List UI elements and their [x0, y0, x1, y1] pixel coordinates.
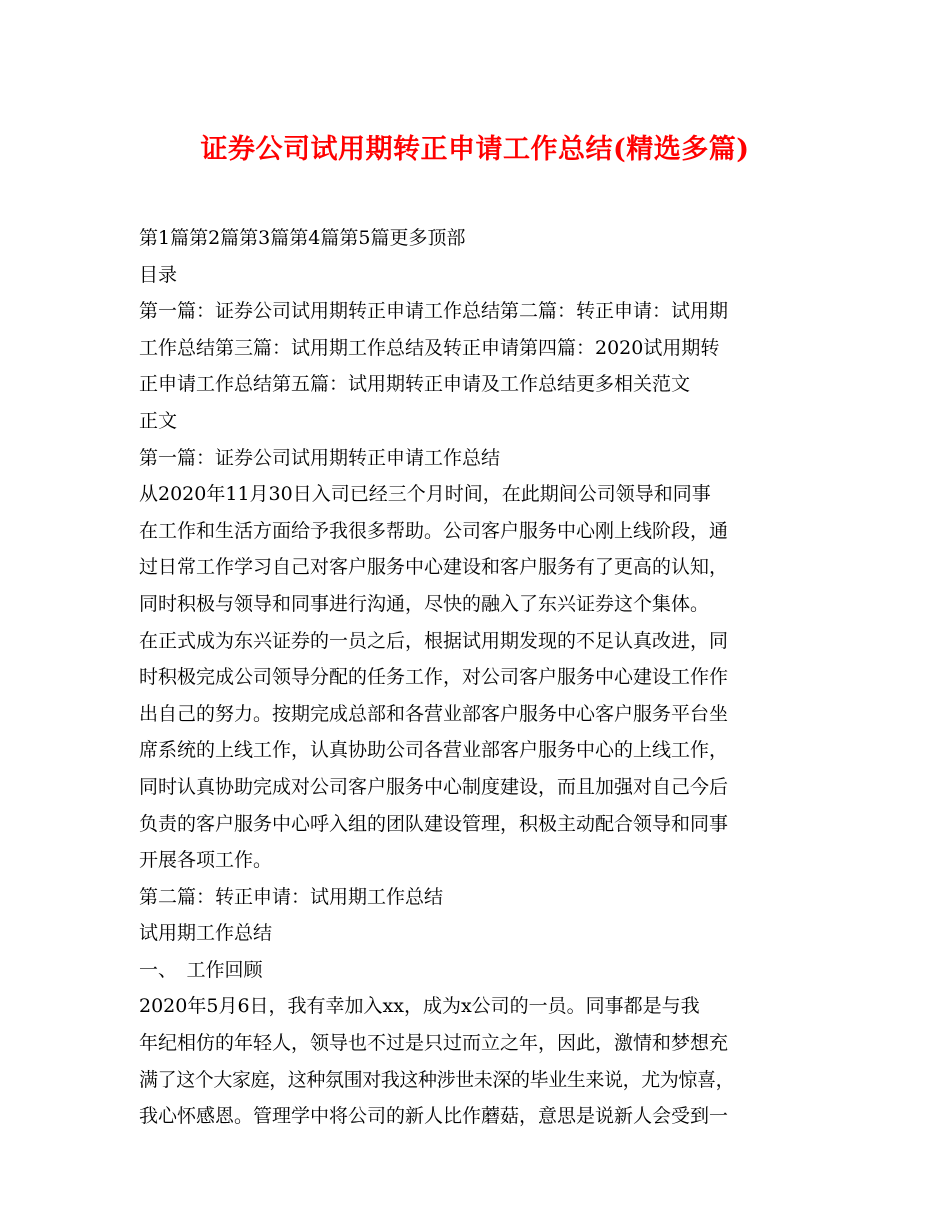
paragraph-line: 过日常工作学习自己对客户服务中心建设和客户服务有了更高的认知，: [139, 556, 729, 579]
paragraph-line: 同时认真协助完成对公司客户服务中心制度建设，而且加强对自己今后: [139, 775, 729, 798]
paragraph-line: 满了这个大家庭，这种氛围对我这种涉世未深的毕业生来说，尤为惊喜，: [139, 1068, 735, 1091]
nav-links-line: 第1篇第2篇第3篇第4篇第5篇更多顶部: [139, 227, 466, 249]
paragraph-line: 开展各项工作。: [139, 849, 273, 872]
paragraph-line: 时积极完成公司领导分配的任务工作，对公司客户服务中心建设工作作: [139, 666, 729, 689]
paragraph-line: 同时积极与领导和同事进行沟通，尽快的融入了东兴证券这个集体。: [139, 592, 710, 615]
toc-line: 第一篇：证券公司试用期转正申请工作总结第二篇：转正申请：试用期: [139, 300, 729, 323]
toc-line: 正申请工作总结第五篇：试用期转正申请及工作总结更多相关范文: [139, 373, 691, 396]
paragraph-line: 在工作和生活方面给予我很多帮助。公司客户服务中心刚上线阶段，通: [139, 519, 729, 542]
paragraph-line: 年纪相仿的年轻人，领导也不过是只过而立之年，因此，激情和梦想充: [139, 1032, 729, 1055]
toc-line: 工作总结第三篇：试用期工作总结及转正申请第四篇：2020试用期转: [139, 336, 720, 359]
paragraph-line: 在正式成为东兴证券的一员之后，根据试用期发现的不足认真改进，同: [139, 629, 729, 652]
numbered-heading: 一、 工作回顾: [139, 958, 263, 981]
section-heading: 第一篇：证券公司试用期转正申请工作总结: [139, 446, 501, 469]
document-title: 证券公司试用期转正申请工作总结(精选多篇): [200, 134, 750, 165]
subsection-heading: 试用期工作总结: [139, 922, 273, 945]
body-heading: 正文: [139, 409, 178, 432]
paragraph-line: 2020年5月6日，我有幸加入xx，成为x公司的一员。同事都是与我: [139, 995, 700, 1018]
paragraph-line: 我心怀感恩。管理学中将公司的新人比作蘑菇，意思是说新人会受到一: [139, 1105, 729, 1128]
document-body: [139, 220, 819, 1135]
paragraph-line: 从2020年11月30日入司已经三个月时间，在此期间公司领导和同事: [139, 483, 711, 506]
paragraph-line: 出自己的努力。按期完成总部和各营业部客户服务中心客户服务平台坐: [139, 702, 729, 725]
paragraph-line: 席系统的上线工作，认真协助公司各营业部客户服务中心的上线工作，: [139, 739, 729, 762]
toc-heading: 目录: [139, 263, 178, 286]
section-heading: 第二篇：转正申请：试用期工作总结: [139, 885, 444, 908]
paragraph-line: 负责的客户服务中心呼入组的团队建设管理，积极主动配合领导和同事: [139, 812, 729, 835]
